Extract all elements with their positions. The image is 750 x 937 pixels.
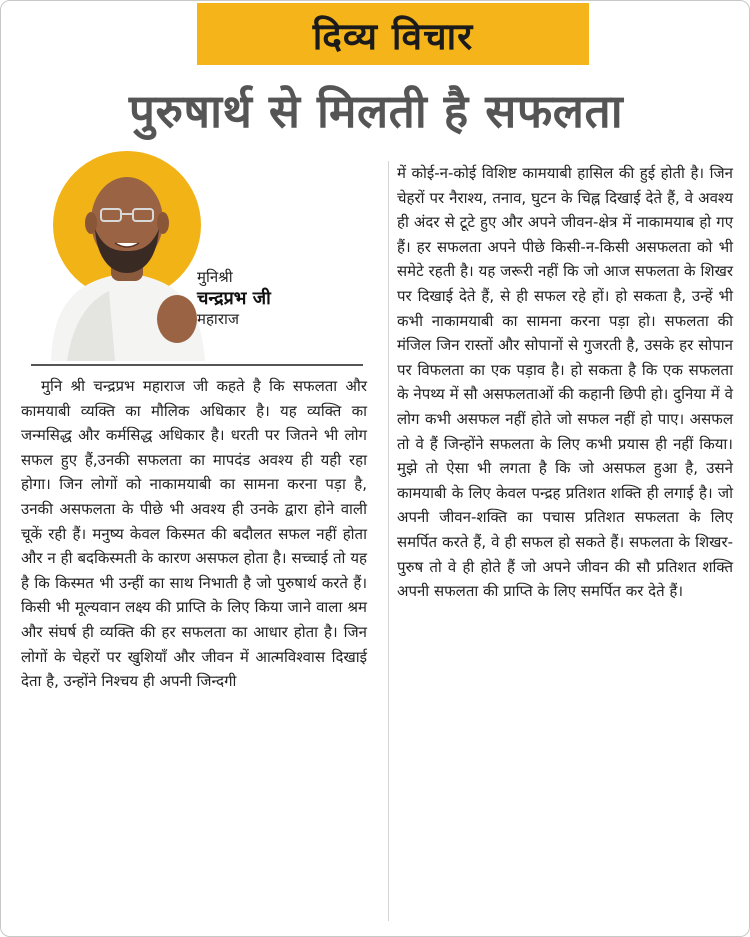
byline-divider <box>31 364 363 366</box>
article-column-right: में कोई-न-कोई विशिष्ट कामयाबी हासिल की हुई होती है। जिन चेहरों पर नैराश्य, तनाव, घुटन के चिह्न दिखाई देते हैं, वे अवश्य ही अंदर से टूटे हुए और अपने जीवन-क्षेत्र में नाकामयाब हो गए हैं। हर सफलता अपने पीछे किसी-न-किसी असफलता को भी समेटे रहती है। यह जरूरी नहीं कि जो आज सफलता के शिखर पर दिखाई देते हैं, से ही सफल रहे हों। हो सकता है, उन्हें भी कभी नाकामयाबी का सामना करना पड़ा हो। सफलता की मंजिल जिन रास्तों और सोपानों से गुजरती है, उसके हर सोपान पर विफलता का एक पड़ाव है। हो सकता है कि एक सफलता के नेपथ्य में सौ असफलताओं की कहानी छिपी हो। दुनिया में वे लोग कभी असफल नहीं होते जो सफल नहीं हो पाए। असफल तो वे हैं जिन्होंने सफलता के लिए कभी प्रयास ही नहीं किया। मुझे तो ऐसा भी लगता है कि जो असफल हुआ है, उसने कामयाबी के लिए केवल पन्द्रह प्रतिशत शक्ति ही लगाई है। जो अपनी जीवन-शक्ति का पचास प्रतिशत सफलता के लिए समर्पित करते हैं, वे ही सफल हो सकते हैं। सफलता के शिखर-पुरुष तो वे ही होते हैं जो अपने जीवन की सौ प्रतिशत शक्ति अपनी सफलता की प्राप्ति के लिए समर्पित कर देते हैं। <box>397 164 733 601</box>
author-prefix: मुनिश्री <box>197 268 233 286</box>
section-label: दिव्य विचार <box>312 14 474 58</box>
column-divider <box>388 161 389 921</box>
author-byline <box>197 267 271 330</box>
headline: पुरुषार्थ से मिलती है सफलता <box>128 84 624 138</box>
author-portrait <box>49 151 205 361</box>
section-banner <box>197 3 589 65</box>
article-column-left: मुनि श्री चन्द्रप्रभ महाराज जी कहते है कि सफलता और कामयाबी व्यक्ति का मौलिक अधिकार है। यह व्यक्ति का जन्मसिद्ध और कर्मसिद्ध अधिकार है। धरती पर जितने भी लोग सफल हुए हैं,उनकी सफलता का मापदंड अवश्य ही यही रहा होगा। जिन लोगों को नाकामयाबी का सामना करना पड़ा है, उनकी असफलता के पीछे भी अवश्य ही उनके द्वारा होने वाली चूकें रही हैं। मनुष्य केवल किस्मत की बदौलत सफल नहीं होता और न ही बदकिस्मती के कारण असफल होता है। सच्चाई तो यह है कि किस्मत भी उन्हीं का साथ निभाती है जो पुरुषार्थ करते हैं। किसी भी मूल्यवान लक्ष्य की प्राप्ति के लिए किया जाने वाला श्रम और संघर्ष ही व्यक्ति की हर सफलता का आधार होता है। जिन लोगों के चेहरों पर खुशियाँ और जीवन में आत्मविश्वास दिखाई देता है, उन्होंने निश्चय ही अपनी जिन्दगी <box>21 377 367 691</box>
author-suffix: महाराज <box>197 310 239 328</box>
author-name: चन्द्रप्रभ जी <box>197 288 271 309</box>
